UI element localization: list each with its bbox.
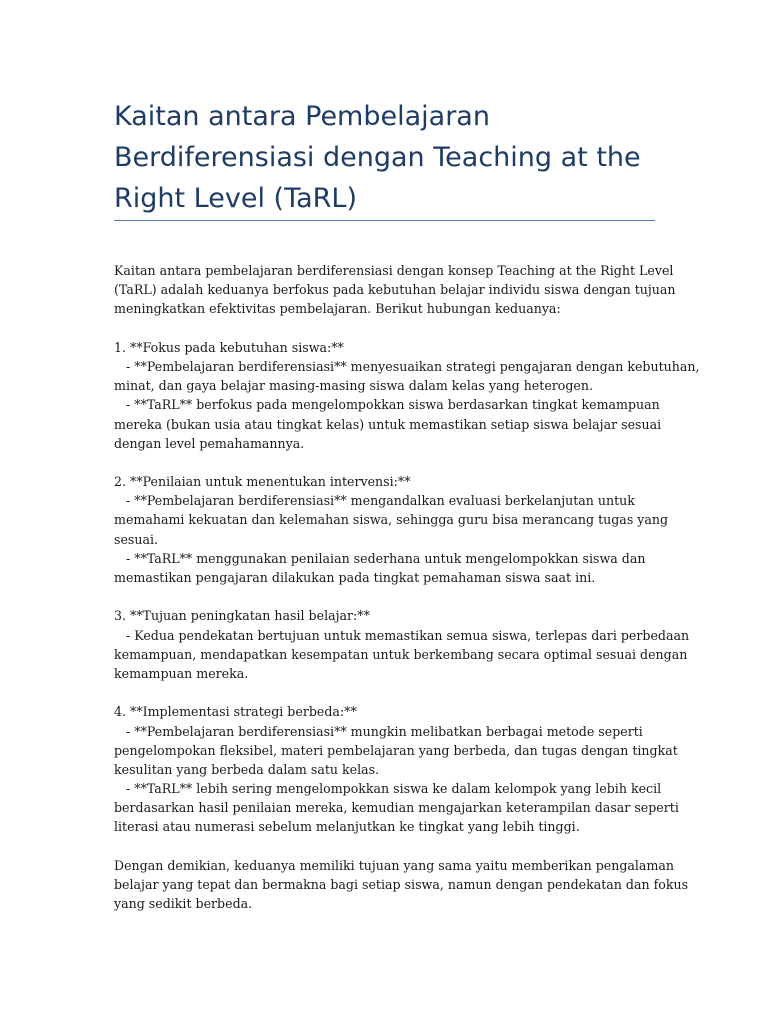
text-line: - **TaRL** lebih sering mengelompokkan siswa ke dalam kelompok yang lebih kecil — [114, 781, 662, 797]
text-line: minat, dan gaya belajar masing-masing siswa dalam kelas yang heterogen. — [114, 378, 593, 394]
text-line: 4. **Implementasi strategi berbeda:** — [114, 704, 357, 720]
text-line: meningkatkan efektivitas pembelajaran. Berikut hubungan keduanya: — [114, 301, 561, 317]
text-line: belajar yang tepat dan bermakna bagi setiap siswa, namun dengan pendekatan dan fokus — [114, 877, 689, 892]
text-line: memastikan pengajaran dilakukan pada tingkat pemahaman siswa saat ini. — [114, 570, 596, 585]
document-body — [114, 261, 700, 913]
blank-line — [114, 587, 674, 606]
text-line: kesulitan yang berbeda dalam satu kelas. — [114, 761, 380, 777]
text-line: Kaitan antara pembelajaran berdiferensiasi dengan konsep Teaching at the Right Level — [114, 263, 674, 278]
text-line: kemampuan mereka. — [114, 665, 249, 681]
text-line: berdasarkan hasil penilaian mereka, kemudian mengajarkan keterampilan dasar seperti — [114, 800, 679, 816]
text-line: (TaRL) adalah keduanya berfokus pada kebutuhan belajar individu siswa dengan tujuan — [114, 282, 676, 298]
text-line: - **Pembelajaran berdiferensiasi** mungkin melibatkan berbagai metode seperti — [114, 723, 643, 739]
blank-line — [114, 683, 674, 702]
text-line: pengelompokan fleksibel, materi pembelajaran yang berbeda, dan tugas dengan tingkat — [114, 742, 678, 758]
text-line: - **TaRL** berfokus pada mengelompokkan siswa berdasarkan tingkat kemampuan — [114, 397, 660, 413]
text-line: - Kedua pendekatan bertujuan untuk memastikan semua siswa, terlepas dari perbedaan — [114, 627, 690, 643]
text-line: memahami kekuatan dan kelemahan siswa, sehingga guru bisa merancang tugas yang — [114, 512, 669, 528]
text-line: 2. **Penilaian untuk menentukan intervensi:** — [114, 474, 411, 490]
text-line: - **Pembelajaran berdiferensiasi** menyesuaikan strategi pengajaran dengan kebutuhan, — [114, 358, 700, 374]
document-title: Kaitan antara Pembelajaran Berdiferensiasi dengan Teaching at the Right Level (TaRL) — [114, 101, 641, 214]
text-line: mereka (bukan usia atau tingkat kelas) untuk memastikan setiap siswa belajar sesuai — [114, 416, 662, 432]
text-line: dengan level pemahamannya. — [114, 435, 305, 451]
text-line: 1. **Fokus pada kebutuhan siswa:** — [114, 339, 344, 355]
blank-line — [114, 319, 674, 338]
text-line: Dengan demikian, keduanya memiliki tujuan yang sama yaitu memberikan pengalaman — [114, 857, 675, 873]
text-line: literasi atau numerasi sebelum melanjutkan ke tingkat yang lebih tinggi. — [114, 819, 580, 835]
text-line: yang sedikit berbeda. — [114, 896, 253, 912]
blank-line — [114, 453, 674, 472]
text-line: sesuai. — [114, 531, 159, 547]
text-line: kemampuan, mendapatkan kesempatan untuk berkembang secara optimal sesuai dengan — [114, 646, 688, 662]
title-divider — [114, 220, 655, 221]
text-line: 3. **Tujuan peningkatan hasil belajar:** — [114, 608, 370, 624]
text-line: - **TaRL** menggunakan penilaian sederhana untuk mengelompokkan siswa dan — [114, 550, 646, 566]
blank-line — [114, 837, 674, 856]
text-line: - **Pembelajaran berdiferensiasi** mengandalkan evaluasi berkelanjutan untuk — [114, 493, 635, 509]
